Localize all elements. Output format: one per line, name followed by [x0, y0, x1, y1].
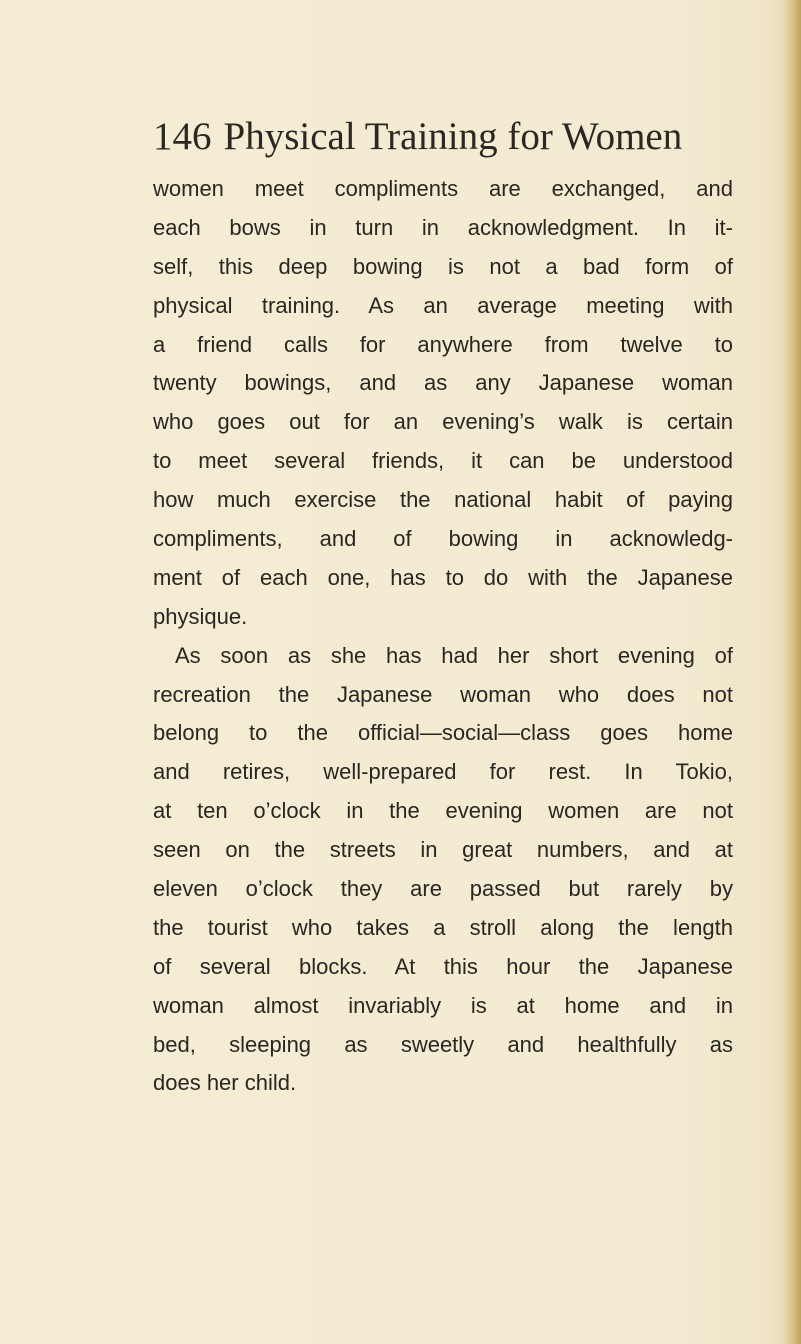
text-line: woman almost invariably is at home and in — [153, 992, 733, 1018]
text-line: of several blocks. At this hour the Japanese — [153, 953, 733, 979]
book-title: Physical Training for Women — [223, 115, 683, 158]
text-line: the tourist who takes a stroll along the length — [153, 914, 733, 940]
text-line: compliments, and of bowing in acknowledg- — [153, 526, 733, 552]
text-line: eleven o’clock they are passed but rarely by — [153, 876, 733, 902]
text-line: As soon as she has had her short evening of — [175, 642, 733, 668]
text-line: ment of each one, has to do with the Japanese — [153, 564, 733, 590]
text-line: does her child. — [153, 1070, 297, 1096]
text-line: physical training. As an average meeting with — [153, 292, 733, 318]
text-line: self, this deep bowing is not a bad form of — [153, 253, 733, 279]
running-head — [153, 112, 753, 162]
text-line: who goes out for an evening’s walk is certain — [153, 409, 733, 435]
text-line: to meet several friends, it can be understood — [153, 448, 733, 474]
text-line: women meet compliments are exchanged, and — [153, 176, 733, 201]
text-line: at ten o’clock in the evening women are not — [153, 798, 733, 824]
page-number: 146 — [153, 115, 212, 158]
text-line: a friend calls for anywhere from twelve to — [153, 331, 733, 357]
page-edge-shadow — [783, 0, 801, 1344]
text-line: belong to the official—social—class goes home — [153, 720, 733, 746]
text-line: and retires, well-prepared for rest. In Tokio, — [153, 759, 733, 785]
text-line: physique. — [153, 603, 248, 629]
text-line: seen on the streets in great numbers, and at — [153, 837, 733, 863]
text-line: bed, sleeping as sweetly and healthfully as — [153, 1031, 733, 1057]
text-line: recreation the Japanese woman who does not — [153, 681, 733, 707]
text-line: each bows in turn in acknowledgment. In it- — [153, 214, 733, 240]
body-text — [153, 170, 733, 1103]
text-line: twenty bowings, and as any Japanese woman — [153, 370, 733, 396]
text-line: how much exercise the national habit of paying — [153, 487, 733, 513]
